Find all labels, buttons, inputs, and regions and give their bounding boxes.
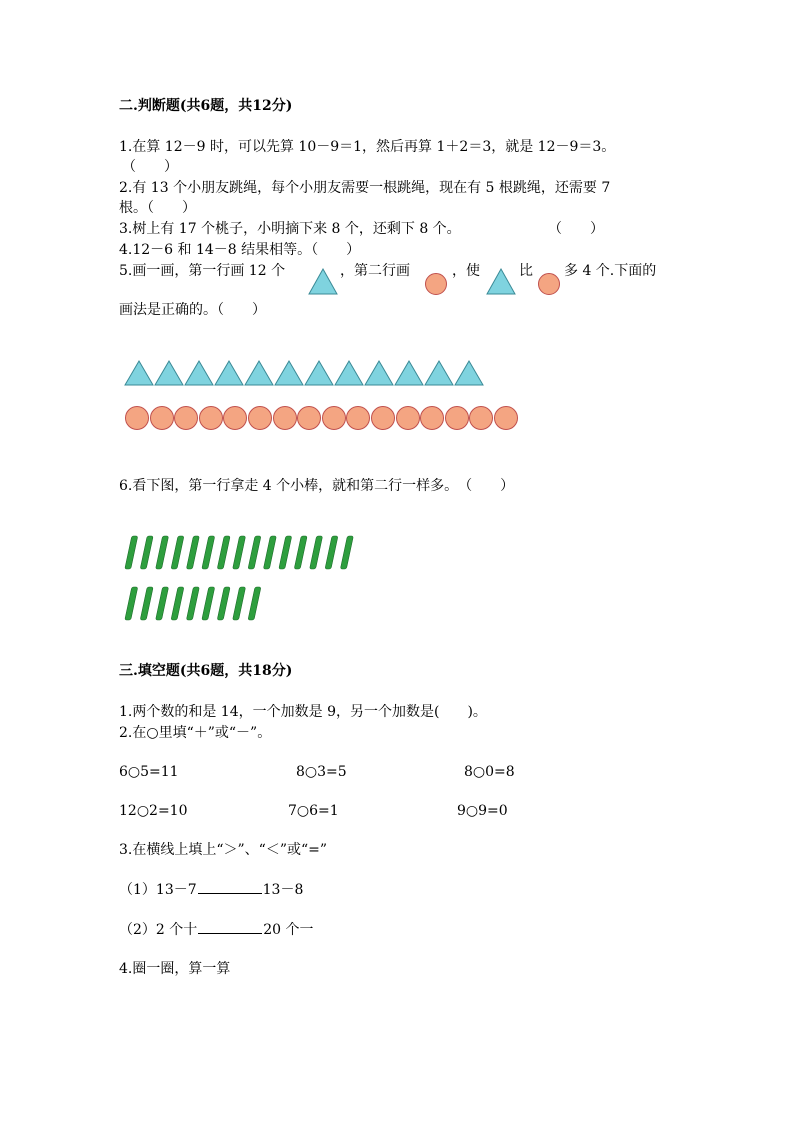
s3-q4-text: 4.圈一圈，算一算 [119,961,231,977]
circle-icon [297,406,321,430]
q5-text-b: ，第二行画 [340,263,410,279]
circle-icon [248,406,272,430]
stick-icon [279,536,292,569]
circle-icon [396,406,420,430]
q3-text: 3.树上有 17 个桃子，小明摘下来 8 个，还剩下 8 个。 [119,221,461,237]
triangle-icon [425,361,453,385]
compare-left: （2）2 个十 [119,922,198,938]
triangle-icon [275,361,303,385]
circle-icon [538,273,560,295]
triangle-icon [486,268,516,295]
triangle-icon [335,361,363,385]
q1-answer-paren[interactable]: （ ） [122,159,178,175]
equation[interactable]: 7○6=1 [288,803,339,819]
stick-icon [125,587,138,620]
q5-text-a: 5.画一画，第一行画 12 个 [119,263,286,279]
stick-icon [233,536,246,569]
stick-icon [310,536,323,569]
q4-text[interactable]: 4.12－6 和 14－8 结果相等。（ ） [119,242,361,258]
circle-icon [420,406,444,430]
circle-icon [150,406,174,430]
stick-icon [140,587,153,620]
stick-icon [217,587,230,620]
q2-text-cont[interactable]: 根。（ ） [119,200,196,216]
q5-text-e: 多 4 个.下面的 [564,263,657,279]
stick-row-2 [120,586,360,622]
stick-icon [125,536,138,569]
circle-icon [223,406,247,430]
equation[interactable]: 8○0=8 [464,764,515,780]
triangle-icon [455,361,483,385]
equation[interactable]: 12○2=10 [119,803,188,819]
section2-title: 二.判断题(共6题，共12分) [119,98,293,114]
circle-row [125,406,525,430]
triangle-icon [308,268,338,295]
stick-icon [171,536,184,569]
equation[interactable]: 9○9=0 [457,803,508,819]
s3-q2-text: 2.在○里填“＋”或“－”。 [119,725,272,741]
compare-right: 20 个一 [263,922,314,938]
circle-icon [425,273,447,295]
stick-icon [156,536,169,569]
stick-icon [248,536,261,569]
q2-text: 2.有 13 个小朋友跳绳，每个小朋友需要一根跳绳，现在有 5 根跳绳，还需要 7 [119,180,611,196]
triangle-icon [365,361,393,385]
compare-left: （1）13－7 [119,882,197,898]
circle-icon [445,406,469,430]
s3-q1-text[interactable]: 1.两个数的和是 14，一个加数是 9，另一个加数是( )。 [119,704,487,720]
q1-text: 1.在算 12－9 时，可以先算 10－9＝1，然后再算 1＋2＝3，就是 12－9＝3。 [119,139,616,155]
stick-icon [202,587,215,620]
stick-icon [263,536,276,569]
triangle-icon [395,361,423,385]
s3-q3-part2 [119,919,314,940]
circle-icon [125,406,149,430]
stick-icon [325,536,338,569]
answer-blank[interactable] [198,919,262,934]
equation[interactable]: 6○5=11 [119,764,179,780]
compare-right: 13－8 [262,882,304,898]
q3-answer-paren[interactable]: （ ） [548,221,604,237]
circle-icon [322,406,346,430]
stick-icon [233,587,246,620]
q5-text-f[interactable]: 画法是正确的。（ ） [119,302,266,318]
stick-icon [186,536,199,569]
stick-icon [248,587,261,620]
q5-text-d: 比 [519,263,533,279]
section3-title: 三.填空题(共6题，共18分) [119,663,293,679]
circle-icon [273,406,297,430]
stick-icon [186,587,199,620]
answer-blank[interactable] [198,879,262,894]
stick-icon [156,587,169,620]
stick-row-1 [120,535,360,571]
triangle-icon [185,361,213,385]
triangle-icon [245,361,273,385]
s3-q3-text: 3.在横线上填上“＞”、“＜”或“=” [119,842,328,858]
triangle-icon [305,361,333,385]
s3-q3-part1 [119,879,303,900]
circle-icon [469,406,493,430]
stick-icon [217,536,230,569]
equation[interactable]: 8○3=5 [296,764,347,780]
triangle-icon [155,361,183,385]
circle-icon [174,406,198,430]
circle-icon [199,406,223,430]
stick-icon [294,536,307,569]
circle-icon [371,406,395,430]
triangle-icon [215,361,243,385]
q6-text[interactable]: 6.看下图，第一行拿走 4 个小棒，就和第二行一样多。 （ ） [119,478,515,494]
triangle-icon [125,361,153,385]
stick-icon [171,587,184,620]
circle-icon [494,406,518,430]
stick-icon [202,536,215,569]
stick-icon [340,536,353,569]
circle-icon [346,406,370,430]
q5-text-c: ，使 [452,263,480,279]
triangle-row [124,360,488,386]
stick-icon [140,536,153,569]
